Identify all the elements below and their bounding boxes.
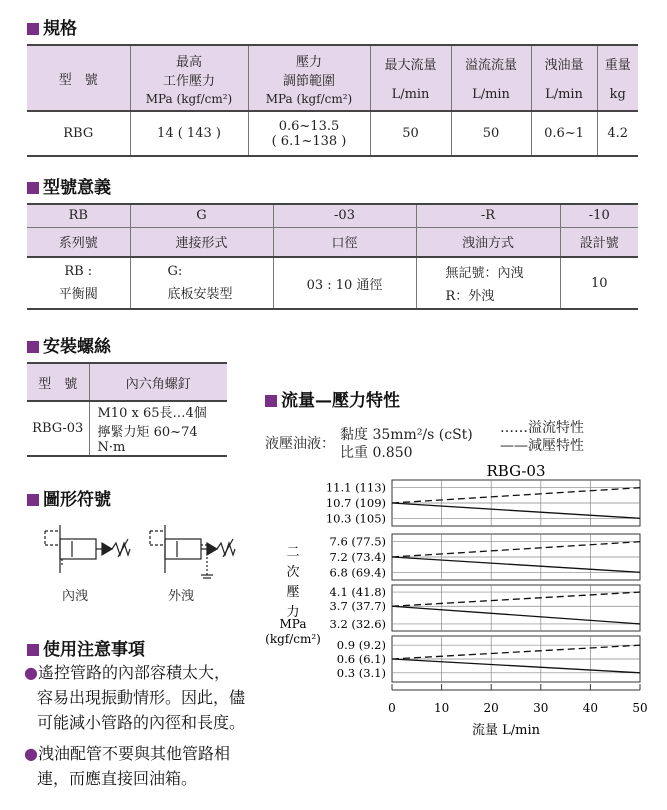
bolt-section-title: 安裝螺絲 [27, 332, 111, 357]
spec-cell-relief-flow: 50 [451, 111, 531, 156]
chart-title: RBG-03 [486, 462, 546, 480]
y-tick-label: 6.8 (69.4) [329, 565, 386, 580]
y-tick-label: 0.6 (6.1) [336, 652, 386, 666]
bolt-header-model: 型 號 [38, 376, 78, 392]
chart-panel [329, 534, 640, 580]
reducing-characteristic-line [392, 557, 640, 572]
code-table [27, 203, 638, 310]
y-tick-label: 7.2 (73.4) [329, 550, 386, 564]
spec-header-relief-flow: 溢流流量 L/min [451, 45, 531, 111]
code-name-drain: 洩油方式 [416, 227, 560, 257]
y-axis-unit: (kgf/cm²) [265, 632, 321, 646]
relief-characteristic-line [392, 592, 640, 606]
oil-label: 液壓油液： [265, 436, 335, 452]
list-item: ●遙控管路的內部容積太大， 容易出現振動情形。因此，儘 可能減小管路的內徑和長度。 [24, 663, 246, 732]
code-letters-row [27, 204, 638, 227]
oil-viscosity: 黏度 35mm²/s (cSt) [340, 427, 473, 443]
chart-panel [337, 636, 640, 682]
y-axis-label [265, 545, 321, 646]
list-item: ●洩油配管不要與其他管路相 連，而應直接回油箱。 [24, 744, 230, 788]
y-tick-label: 3.7 (37.7) [329, 599, 386, 614]
legend-reducing: ——減壓特性 [500, 438, 584, 454]
code-value-connection: G: 底板安裝型 [130, 257, 273, 309]
code-name-connection: 連接形式 [130, 227, 273, 257]
x-tick-label: 0 [388, 701, 396, 715]
x-axis-label: 流量 L/min [471, 723, 541, 738]
bolt-cell-model: RBG-03 [32, 421, 84, 436]
spec-section-title: 規格 [27, 14, 77, 39]
code-value-size: 03 : 10 通徑 [273, 257, 416, 309]
y-tick-label: 4.1 (41.8) [329, 585, 386, 600]
code-letter-drain: -R [416, 204, 560, 227]
code-letter-size: -03 [273, 204, 416, 227]
reducing-characteristic-line [392, 503, 640, 518]
x-tick-label: 40 [582, 701, 599, 715]
code-names-row [27, 227, 638, 257]
spec-header-weight: 重量 kg [597, 45, 638, 111]
code-value-drain: 無記號：內洩 R：外洩 [416, 257, 560, 309]
code-section-title: 型號意義 [27, 173, 111, 198]
chart-panel [326, 480, 640, 526]
y-axis-label-char: 二 [286, 545, 300, 560]
bolt-table [27, 362, 227, 457]
section-marker-icon [27, 182, 39, 194]
oil-gravity: 比重 0.850 [340, 445, 413, 461]
y-tick-label: 7.6 (77.5) [329, 534, 386, 549]
bullet-icon: ● [24, 744, 38, 763]
notes-section-title: 使用注意事項 [27, 635, 145, 660]
internal-drain-symbol-icon [45, 525, 130, 573]
spec-cell-range: 0.6~13.5 ( 6.1~138 ) [248, 111, 370, 156]
code-name-series: 系列號 [58, 236, 98, 252]
spec-data-row [27, 111, 638, 156]
y-tick-label: 3.2 (32.6) [329, 616, 386, 631]
code-values-row [27, 257, 638, 309]
y-axis-label-char: 力 [286, 605, 300, 620]
section-marker-icon [27, 494, 39, 506]
symbol-section-title: 圖形符號 [27, 485, 111, 510]
spec-header-pressure-range: 壓力 調節範圍 MPa (kgf/cm²) [248, 45, 370, 111]
chart-section-title: 流量—壓力特性 [265, 386, 400, 411]
y-tick-label: 0.3 (3.1) [336, 665, 386, 680]
bolt-data-row [27, 401, 227, 456]
bolt-cell-spec: M10 x 65長…4個 擰緊力矩 60~74 N·m [89, 401, 227, 456]
legend-relief: ……溢流特性 [500, 420, 584, 436]
bullet-icon: ● [24, 663, 38, 682]
relief-characteristic-line [392, 542, 640, 557]
section-marker-icon [27, 341, 39, 353]
x-tick-label: 30 [533, 701, 549, 715]
spec-table [27, 44, 638, 157]
spec-cell-max-flow: 50 [370, 111, 451, 156]
x-tick-label: 10 [433, 701, 450, 715]
spec-header-drain: 洩油量 L/min [531, 45, 597, 111]
external-drain-label: 外洩 [168, 589, 195, 604]
code-name-design: 設計號 [560, 227, 638, 257]
y-tick-label: 10.7 (109) [325, 496, 386, 510]
relief-characteristic-line [392, 645, 640, 659]
x-tick-label: 20 [483, 701, 499, 715]
internal-drain-label: 內洩 [62, 589, 89, 604]
bolt-header-bolt: 內六角螺釘 [89, 363, 227, 401]
spec-header-max-flow: 最大流量 L/min [370, 45, 451, 111]
code-value-series: RB : 平衡閥 [58, 264, 98, 302]
section-marker-icon [27, 644, 39, 656]
code-letter-design: -10 [560, 204, 638, 227]
bolt-header-row [27, 363, 227, 401]
spec-header-max-pressure: 最高 工作壓力 MPa (kgf/cm²) [130, 45, 248, 111]
y-axis-label-char: 壓 [286, 585, 300, 600]
spec-header-model: 型 號 [58, 72, 98, 88]
spec-header-row [27, 45, 638, 111]
y-axis-label-char: 次 [286, 565, 300, 580]
spec-cell-model: RBG [63, 126, 94, 141]
reducing-characteristic-line [392, 606, 640, 624]
y-tick-label: 10.3 (105) [325, 511, 386, 526]
code-letter-connection: G [130, 204, 273, 227]
y-tick-label: 0.9 (9.2) [336, 638, 386, 653]
external-drain-symbol-icon [150, 525, 235, 578]
code-letter-series: RB [68, 208, 88, 224]
spec-cell-max-pressure: 14 ( 143 ) [130, 111, 248, 156]
code-name-size: 口徑 [273, 227, 416, 257]
reducing-characteristic-line [392, 659, 640, 673]
code-value-design: 10 [560, 257, 638, 309]
spec-cell-weight: 4.2 [597, 111, 638, 156]
y-axis-unit: MPa [279, 617, 307, 631]
hydraulic-symbols [40, 515, 240, 585]
section-marker-icon [265, 395, 277, 407]
y-tick-label: 11.1 (113) [325, 480, 386, 495]
flow-pressure-chart [255, 458, 660, 743]
x-tick-label: 50 [632, 701, 648, 715]
section-marker-icon [27, 23, 39, 35]
spec-cell-drain: 0.6~1 [531, 111, 597, 156]
notes-list [24, 660, 284, 791]
chart-panel [329, 585, 640, 631]
relief-characteristic-line [392, 488, 640, 503]
